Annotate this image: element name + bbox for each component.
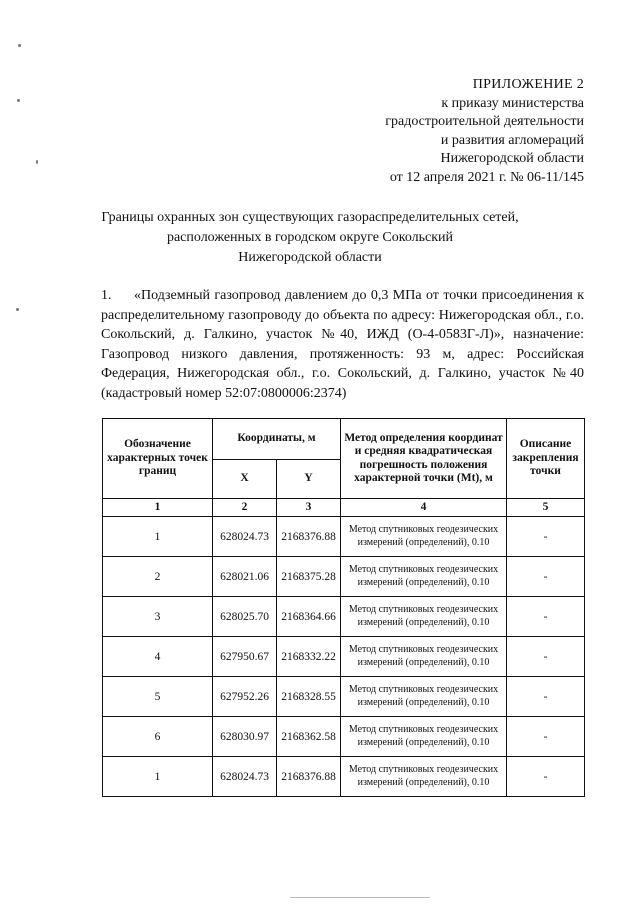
cell-description: -	[507, 517, 585, 557]
table-row	[103, 717, 585, 757]
cell-point: 3	[103, 597, 213, 637]
cell-method: Метод спутниковых геодезических измерений (определений), 0.10	[341, 677, 507, 717]
table-row	[103, 757, 585, 797]
item-number: 1.	[101, 288, 112, 303]
cell-description: -	[507, 557, 585, 597]
header-description: Описание закрепления точки	[507, 419, 585, 499]
cell-method: Метод спутниковых геодезических измерений (определений), 0.10	[341, 757, 507, 797]
table-row	[103, 637, 585, 677]
cell-y: 2168376.88	[277, 517, 341, 557]
scan-mark	[17, 99, 20, 102]
column-number: 5	[507, 499, 585, 517]
cell-x: 627950.67	[213, 637, 277, 677]
cell-y: 2168364.66	[277, 597, 341, 637]
cell-y: 2168332.22	[277, 637, 341, 677]
column-number: 2	[213, 499, 277, 517]
title-line: Границы охранных зон существующих газораспределительных сетей,	[101, 210, 519, 225]
coordinates-table	[102, 418, 585, 797]
header-line: Нижегородской области	[440, 151, 584, 167]
header-line: градостроительной деятельности	[385, 114, 584, 130]
table-row	[103, 597, 585, 637]
cell-x: 627952.26	[213, 677, 277, 717]
cell-point: 5	[103, 677, 213, 717]
table-row	[103, 557, 585, 597]
item-description	[101, 286, 584, 403]
column-number: 1	[103, 499, 213, 517]
cell-x: 628030.97	[213, 717, 277, 757]
scan-mark	[36, 160, 38, 164]
cell-description: -	[507, 597, 585, 637]
cell-method: Метод спутниковых геодезических измерений (определений), 0.10	[341, 517, 507, 557]
cell-point: 2	[103, 557, 213, 597]
column-number: 3	[277, 499, 341, 517]
header-x: X	[213, 460, 277, 499]
cell-point: 4	[103, 637, 213, 677]
header-points: Обозначение характерных точек границ	[103, 419, 213, 499]
cell-point: 6	[103, 717, 213, 757]
scan-mark	[18, 44, 21, 47]
scan-mark	[16, 308, 19, 311]
cell-description: -	[507, 637, 585, 677]
cell-method: Метод спутниковых геодезических измерений (определений), 0.10	[341, 717, 507, 757]
cell-point: 1	[103, 757, 213, 797]
title-line: расположенных в городском округе Сокольский	[166, 230, 454, 245]
document-title	[60, 208, 560, 268]
cell-x: 628021.06	[213, 557, 277, 597]
scan-edge-line	[290, 897, 430, 898]
header-method: Метод определения координат и средняя квадратическая погрешность положения характерной точки (Mt), м	[341, 419, 507, 499]
title-line: Нижегородской области	[238, 250, 382, 265]
header-line: и развития агломераций	[440, 132, 584, 148]
cell-y: 2168362.58	[277, 717, 341, 757]
cell-y: 2168376.88	[277, 757, 341, 797]
appendix-label: ПРИЛОЖЕНИЕ 2	[472, 77, 584, 92]
cell-description: -	[507, 757, 585, 797]
cell-point: 1	[103, 517, 213, 557]
header-line: к приказу министерства	[441, 95, 584, 111]
item-paragraph	[101, 286, 584, 403]
cell-method: Метод спутниковых геодезических измерений (определений), 0.10	[341, 637, 507, 677]
cell-x: 628024.73	[213, 517, 277, 557]
cell-method: Метод спутниковых геодезических измерений (определений), 0.10	[341, 557, 507, 597]
header-coordinates: Координаты, м	[213, 419, 341, 460]
cell-method: Метод спутниковых геодезических измерений (определений), 0.10	[341, 597, 507, 637]
cell-description: -	[507, 717, 585, 757]
table-row	[103, 517, 585, 557]
item-text: «Подземный газопровод давлением до 0,3 МПа от точки присоединения к распределительному газопроводу до объекта по адресу: Нижегородская обл., г.о. Сокольский, д. Галкино, участок №40, ИЖД (О-4-0583Г-Л)», назначение: Газопровод низкого давления, протяженность: 93 м, адрес: Российская Федерация, Нижегородская обл., г.о. Сокольский, д. Галкино, участок №40 (кадастровый номер 52:07:0800006:2374)	[101, 288, 584, 401]
cell-y: 2168328.55	[277, 677, 341, 717]
cell-description: -	[507, 677, 585, 717]
header-line: от 12 апреля 2021 г. № 06-11/145	[389, 169, 584, 185]
header-y: Y	[277, 460, 341, 499]
cell-x: 628024.73	[213, 757, 277, 797]
column-number: 4	[341, 499, 507, 517]
cell-y: 2168375.28	[277, 557, 341, 597]
appendix-header	[330, 76, 584, 188]
cell-x: 628025.70	[213, 597, 277, 637]
table-row	[103, 677, 585, 717]
